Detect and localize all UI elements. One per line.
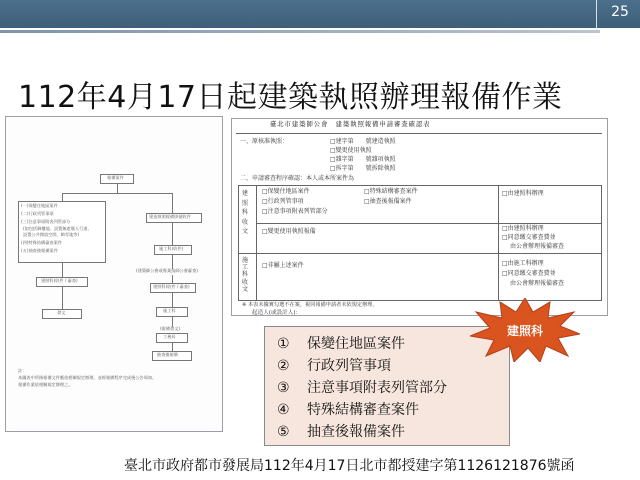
department-badge-label: 建照科 (506, 324, 543, 338)
flow-connector (172, 275, 173, 283)
flow-connector (172, 223, 173, 245)
form-case-option: □變更使用執照報備 (262, 228, 316, 235)
form-table-border (238, 253, 601, 254)
header-divider (596, 0, 597, 28)
flow-case-item: 設置公共開放空間、畸零地等) (23, 232, 80, 237)
form-handler-option: □由建照科辦理 (502, 225, 544, 232)
form-table-border (238, 185, 239, 301)
flow-right-box-7-label: 工務局 (163, 334, 176, 339)
case-list-item (277, 355, 391, 375)
form-table-border (256, 185, 257, 301)
slide-title: 112年4月17日起建築執照辦理報備作業 (18, 80, 563, 115)
confirmation-form-document (231, 118, 608, 316)
flow-connector (172, 293, 173, 307)
page-number: 25 (611, 4, 629, 20)
form-handler-option: □由建照科辦理 (502, 190, 544, 197)
case-list-item (277, 399, 419, 419)
flow-right-note: (建築師公會或專業技師公會審查) (136, 268, 198, 273)
form-license-option: □拆字第 號拆除執照 (330, 165, 396, 172)
flow-connector (62, 263, 63, 277)
form-case-option: □行政列管事項 (262, 198, 304, 205)
form-signer: 起造人(或設計人)： (252, 310, 302, 316)
form-section-1-label: 一、原核准執照： (240, 138, 289, 145)
case-list-item (277, 333, 405, 353)
form-rule (236, 133, 602, 134)
flow-case-item: (二)行政列管事項 (21, 211, 54, 216)
form-case-option: □保變住地區案件 (262, 188, 310, 195)
flow-right-box-8-label: 抽查後報備 (157, 352, 178, 357)
form-section-2-label: 二、申請審查程序確認：本人或本所案件為 (240, 175, 355, 182)
case-number: ④ (277, 402, 290, 418)
case-text: 保變住地區案件 (307, 336, 405, 352)
slide-header-bar (0, 0, 640, 28)
case-text: 注意事項附表列管部分 (307, 380, 447, 396)
form-row-label: 施工科收文 (242, 257, 249, 293)
form-license-option: □建字第 號建造執照 (330, 138, 396, 145)
form-handler-option: □由施工科辦理 (502, 260, 544, 267)
form-license-option: □變更使用執照 (330, 147, 372, 154)
case-number: ② (277, 358, 290, 374)
flow-right-box-4-label: 建照科(收件 / 審查) (153, 284, 190, 289)
case-text: 抽查後報備案件 (307, 424, 405, 440)
case-list-item (277, 421, 405, 441)
flow-connector (117, 184, 118, 193)
flow-note: 報備作業依相關規定辦理之。 (18, 382, 73, 387)
flow-case-item: (三)注意事項附表列管部分 (21, 219, 71, 224)
reference-citation: 臺北市政府都市發展局112年4月17日北市都授建字第1126121876號函 (124, 458, 575, 474)
form-case-option: □特殊結構審查案件 (364, 188, 418, 195)
form-handler-option: 由公會辦理報備審查 (510, 280, 565, 287)
form-handler-option: □同意繳交審查費並 (502, 234, 556, 241)
case-number: ⑤ (277, 424, 290, 440)
flow-right-box-5-label: 施工科 (163, 308, 176, 313)
flow-connector (172, 193, 173, 213)
flow-left-box-3-label: 發文 (57, 310, 66, 315)
flow-connector (62, 287, 63, 309)
flow-connector (172, 255, 173, 269)
flow-connector (62, 193, 172, 194)
header-underline (0, 30, 600, 33)
form-case-option: □非屬上述案件 (262, 262, 304, 269)
case-number: ③ (277, 380, 290, 396)
flowchart-document (5, 116, 223, 432)
flow-note: 註： (18, 368, 27, 373)
form-row-label: 建照科收文 (242, 190, 249, 236)
form-title: 臺北市建築師公會 建築執照報備申請審查確認表 (270, 121, 431, 128)
case-number: ① (277, 336, 290, 352)
flow-case-item: (五)抽查後報備案件 (21, 248, 58, 253)
flow-top-box-label: 報備案件 (107, 175, 124, 180)
form-footer-note: ※ 本表未據實勾選不在案，視同報備申請者未依規定辦理。 (242, 302, 378, 308)
flow-case-item: (四)特殊結構審查案件 (21, 240, 62, 245)
flow-right-box-1-label: 建造執照報備掛號收件 (149, 214, 191, 219)
form-handler-option: 由公會辦理報備審查 (510, 243, 565, 250)
flow-connector (62, 193, 63, 201)
case-text: 特殊結構審查案件 (307, 402, 419, 418)
case-text: 行政列管事項 (307, 358, 391, 374)
flow-left-box-2-label: 建照科(收件 / 審查) (41, 278, 78, 283)
form-table-border (498, 185, 499, 301)
case-list-item (277, 377, 447, 397)
form-case-option: □注意事項附表列管部分 (262, 208, 328, 215)
form-table-border (238, 185, 602, 186)
flow-right-note: (報備發文) (160, 326, 181, 331)
flow-right-box-2-label: 施工科(收件) (159, 246, 184, 251)
form-table-border (256, 223, 601, 224)
flow-case-item: (一)保變住地區案件 (21, 203, 58, 208)
flow-note: 本圖表中所指報備文件應依相關規定辦理，並經報備程序完成後公告周知。 (18, 375, 157, 380)
form-table-border (601, 185, 602, 301)
form-case-option: □抽查後報備案件 (364, 198, 412, 205)
form-license-option: □雜字第 號雜項執照 (330, 156, 396, 163)
flow-case-item: (如包括騎樓地、設置無遮簷人行道、 (23, 226, 92, 231)
flow-connector (172, 343, 173, 351)
form-handler-option: □同意繳交審查費並 (502, 270, 556, 277)
